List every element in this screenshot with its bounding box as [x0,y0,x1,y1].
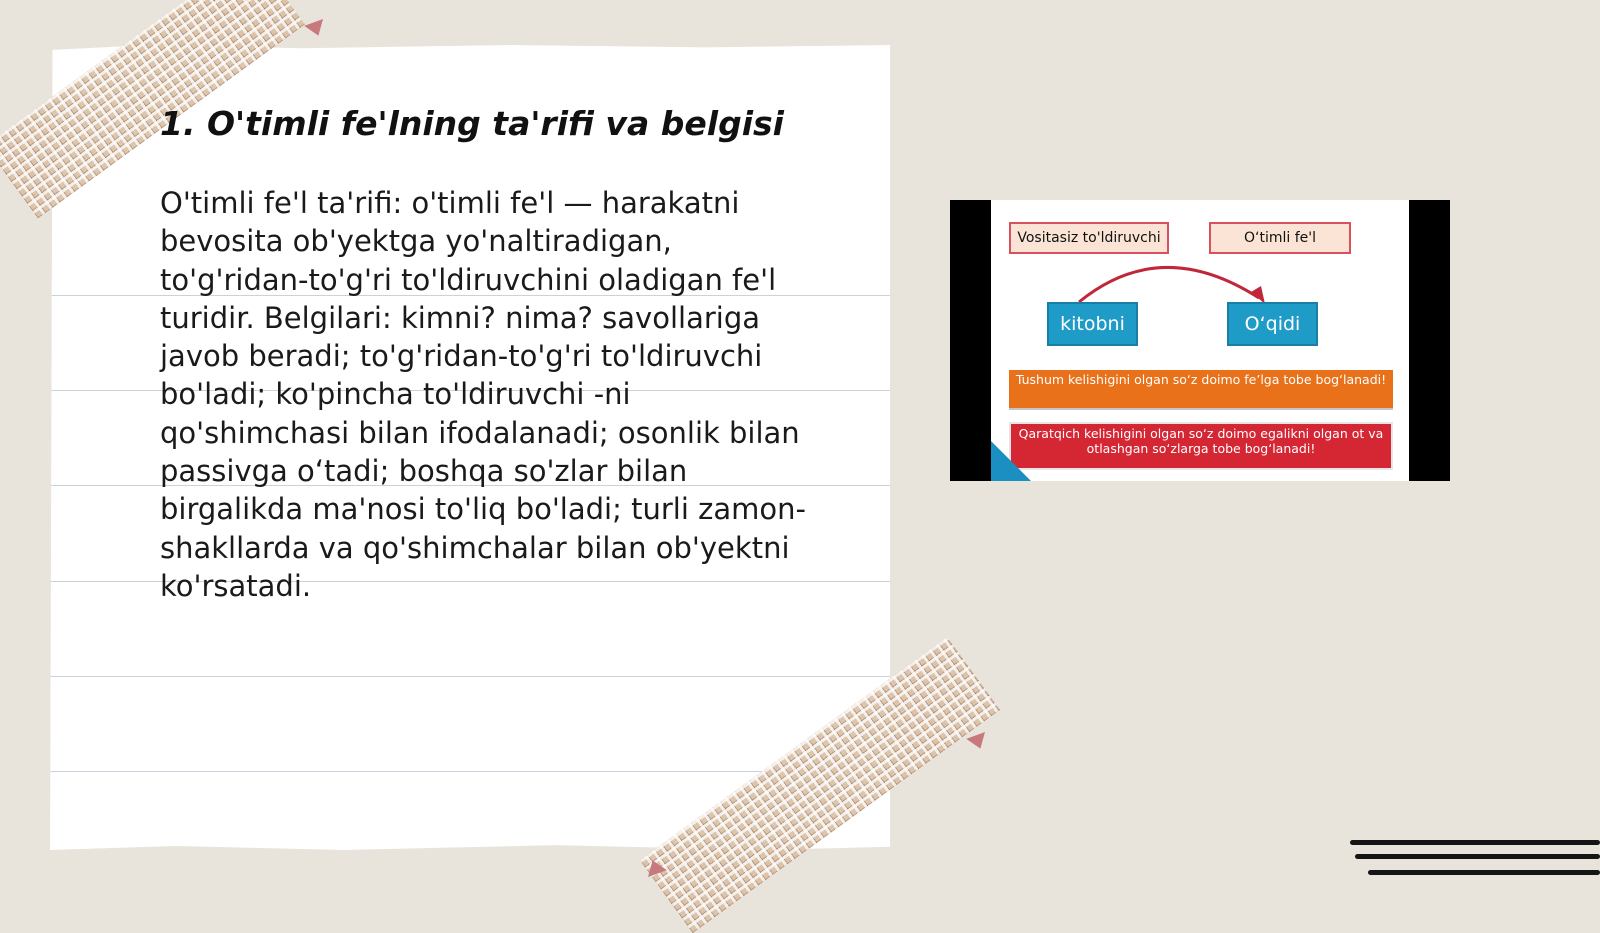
body-line: qo'shimchasi bilan ifodalanadi; osonlik bilan [160,415,800,450]
stripe [1368,870,1600,875]
diagram-canvas [991,200,1409,481]
transitive-verb-box: O‘timli fe'l [1209,222,1351,254]
body-line: O'timli fe'l ta'rifi: o'timli fe'l — harakatni [160,186,740,220]
word-oqidi: O‘qidi [1227,302,1318,346]
body-line: to'g'ridan-to'g'ri to'ldiruvchini oladigan fe'l [160,262,777,297]
grammar-diagram-image [950,200,1450,481]
slide-title: 1. O'timli fe'lning ta'rifi va belgisi [160,104,784,143]
word-kitobni: kitobni [1047,302,1138,346]
body-line: ko'rsatadi. [160,568,312,603]
body-line: bo'ladi; ko'pincha to'ldiruvchi -ni [160,377,631,412]
stripe [1355,854,1600,859]
decorative-stripes [1350,840,1600,880]
body-line: passivga o‘tadi; boshqa so'zlar bilan [160,454,688,489]
pin-icon [966,732,990,752]
body-line: turidir. Belgilari: kimni? nima? savollariga [160,300,760,335]
direct-object-box: Vositasiz to'ldiruvchi [1009,222,1169,254]
body-line: birgalikda ma'nosi to'liq bo'ladi; turli zamon- [160,492,806,527]
body-line: shakllarda va qo'shimchalar bilan ob'yektni [160,530,790,565]
accusative-note: Tushum kelishigini olgan so‘z doimo fe’lga tobe bog‘lanadi! [1009,370,1393,410]
slide-body [160,184,840,605]
corner-decoration [991,441,1031,481]
paper-rule [50,676,890,677]
stripe [1350,840,1600,845]
body-line: bevosita ob'yektga yo'naltiradigan, [160,224,672,259]
genitive-note: Qaratqich kelishigini olgan so‘z doimo egalikni olgan ot va otlashgan so‘zlarga tobe bog‘lanadi! [1009,422,1393,470]
body-line: javob beradi; to'g'ridan-to'g'ri to'ldiruvchi [160,339,763,374]
pin-icon [304,19,328,39]
